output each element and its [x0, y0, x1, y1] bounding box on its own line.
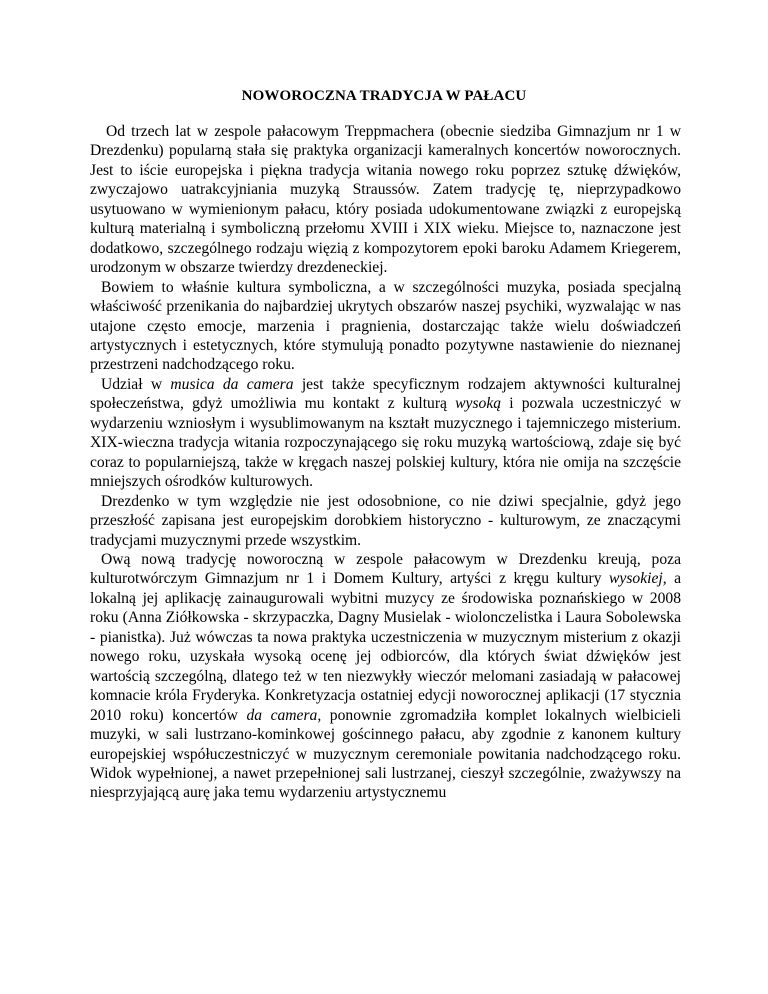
paragraph-italic-text: wysoką	[455, 395, 502, 413]
paragraph	[90, 122, 681, 278]
paragraph-italic-text: da camera,	[246, 706, 322, 724]
paragraph-italic-text: wysokiej,	[609, 570, 667, 588]
paragraph	[90, 375, 681, 492]
paragraph-text: Ową nową tradycję noworoczną w zespole pałacowym w Drezdenku kreują, poza kulturotwórczym Gimnazjum nr 1 i Domem Kultury, artyści z kręgu kultury	[90, 550, 681, 588]
paragraph-text: Udział w	[101, 375, 171, 393]
paragraph-text: a lokalną jej aplikację zainaugurowali wybitni muzycy ze środowiska poznańskiego w 2008 roku (Anna Ziółkowska - skrzypaczka, Dagny Musielak - wiolonczelistka i Laura Sobolewska - pianistka). Już wówczas ta nowa praktyka uczestniczenia w muzycznym misterium z okazji nowego roku, uzyskała wysoką ocenę jej odbiorców, dla których świat dźwięków jest wartością szczególną, dlatego też w ten niezwykły wieczór melomani zasiadają w pałacowej komnacie króla Fryderyka. Konkretyzacja ostatniej edycji noworocznej aplikacji (17 stycznia 2010 roku) koncertów	[90, 570, 681, 724]
paragraph-text: jest także specyficznym rodzajem aktywności kulturalnej społeczeństwa, gdyż umożliwia mu kontakt z kulturą	[90, 375, 681, 413]
paragraph-text: ponownie zgromadziła komplet lokalnych wielbicieli muzyki, w sali lustrzano-kominkowej gościnnego pałacu, aby zgodnie z kanonem kultury europejskiej współuczestniczyć w muzycznym ceremoniale powitania nadchodzącego roku. Widok wypełnionej, a nawet przepełnionej sali lustrzanej, cieszył szczególnie, zważywszy na niesprzyjającą aurę jaka temu wydarzeniu artystycznemu	[90, 706, 681, 802]
document-body	[90, 122, 681, 803]
paragraph	[90, 550, 681, 803]
paragraph-text: Bowiem to właśnie kultura symboliczna, a w szczególności muzyka, posiada specjalną właściwość przenikania do najbardziej ukrytych obszarów naszej psychiki, wyzwalając w nas utajone często emocje, marzenia i pragnienia, dostarczając także wielu doświadczeń artystycznych i estetycznych, które stymulują ponadto pozytywne nastawienie do nieznanej przestrzeni nadchodzącego roku.	[90, 278, 681, 374]
paragraph-text: Drezdenko w tym względzie nie jest odosobnione, co nie dziwi specjalnie, gdyż jego przeszłość zapisana jest europejskim dorobkiem historyczno - kulturowym, ze znaczącymi tradycjami muzycznymi przede wszystkim.	[90, 492, 681, 549]
paragraph-text: Od trzech lat w zespole pałacowym Treppmachera (obecnie siedziba Gimnazjum nr 1 w Drezdenku) popularną stała się praktyka organizacji kameralnych koncertów noworocznych. Jest to iście europejska i piękna tradycja witania nowego roku poprzez sztukę dźwięków, zwyczajowo uatrakcyjniania muzyką Straussów. Zatem tradycję tę, nieprzypadkowo usytuowano w wymienionym pałacu, który posiada udokumentowane związki z europejską kulturą materialną i symboliczną przełomu XVIII i XIX wieku. Miejsce to, naznaczone jest dodatkowo, szczególnego rodzaju więzią z kompozytorem epoki baroku Adamem Kriegerem, urodzonym w obszarze twierdzy drezdeneckiej.	[90, 123, 681, 277]
paragraph-text: i pozwala uczestniczyć w wydarzeniu wzniosłym i wysublimowanym na kształt muzycznego i tajemniczego misterium. XIX-wieczna tradycja witania rozpoczynającego się roku muzyką wartościową, zdaje się być coraz to popularniejszą, także w kręgach naszej polskiej kultury, która nie omija na szczęście mniejszych ośrodków kulturowych.	[90, 395, 681, 491]
paragraph	[90, 492, 681, 550]
paragraph	[90, 278, 681, 375]
page-title: NOWOROCZNA TRADYCJA W PAŁACU	[241, 88, 527, 104]
paragraph-italic-text: musica da camera	[170, 375, 294, 393]
